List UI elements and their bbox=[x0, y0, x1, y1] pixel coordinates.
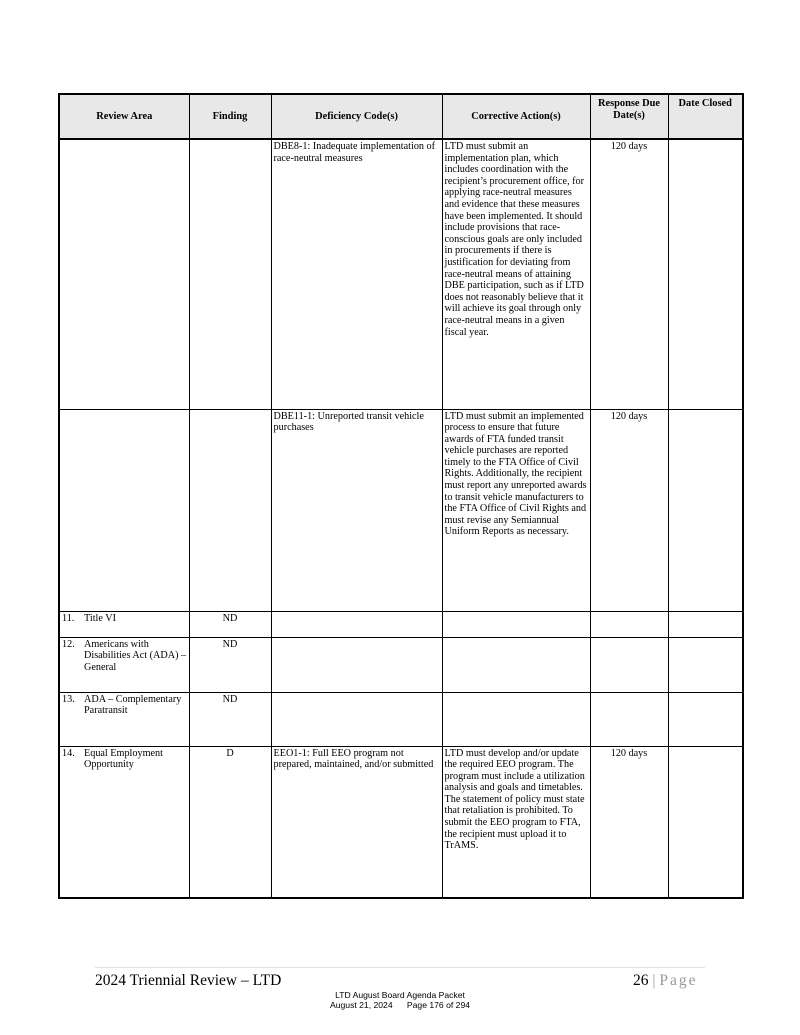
finding-cell: ND bbox=[189, 611, 271, 637]
review-area-cell: 13. ADA – Complementary Paratransit bbox=[59, 692, 189, 746]
deficiency-code-cell bbox=[271, 692, 442, 746]
corrective-action-cell bbox=[442, 692, 590, 746]
page-number: 26 bbox=[633, 972, 649, 989]
deficiency-code-cell bbox=[271, 611, 442, 637]
header-corrective-actions: Corrective Action(s) bbox=[442, 94, 590, 139]
corrective-action-cell bbox=[442, 611, 590, 637]
date-closed-cell bbox=[668, 692, 743, 746]
finding-cell bbox=[189, 409, 271, 611]
table-row bbox=[59, 611, 743, 637]
response-due-cell: 120 days bbox=[590, 139, 668, 409]
packet-title: LTD August Board Agenda Packet bbox=[335, 990, 465, 1000]
footer-page-number bbox=[633, 972, 698, 990]
table-row bbox=[59, 139, 743, 409]
header-review-area: Review Area bbox=[59, 94, 189, 139]
table-row bbox=[59, 637, 743, 692]
date-closed-cell bbox=[668, 611, 743, 637]
response-due-cell bbox=[590, 611, 668, 637]
page-label: Page bbox=[659, 972, 698, 989]
corrective-action-cell: LTD must submit an implementation plan, which includes coordination with the recipient’s procurement office, for applying race-neutral measures and evidence that these measures have been implemented. It should include provisions that race-conscious goals are only included in procurements if there is justification for deviating from race-neutral means of attaining DBE participation, such as if LTD does not reasonably believe that it will achieve its goal through only race-neutral means in a given fiscal year. bbox=[442, 139, 590, 409]
date-closed-cell bbox=[668, 409, 743, 611]
deficiency-code-cell: DBE8-1: Inadequate implementation of race-neutral measures bbox=[271, 139, 442, 409]
finding-cell: ND bbox=[189, 692, 271, 746]
date-closed-cell bbox=[668, 746, 743, 898]
review-area-cell: 11. Title VI bbox=[59, 611, 189, 637]
header-finding: Finding bbox=[189, 94, 271, 139]
deficiency-code-cell: DBE11-1: Unreported transit vehicle purchases bbox=[271, 409, 442, 611]
table-header-row bbox=[59, 94, 743, 139]
response-due-cell: 120 days bbox=[590, 409, 668, 611]
deficiency-code-cell: EEO1-1: Full EEO program not prepared, maintained, and/or submitted bbox=[271, 746, 442, 898]
header-response-due-dates: Response Due Date(s) bbox=[590, 94, 668, 139]
page-separator: | bbox=[652, 972, 656, 989]
header-deficiency-codes: Deficiency Code(s) bbox=[271, 94, 442, 139]
corrective-action-cell bbox=[442, 637, 590, 692]
response-due-cell: 120 days bbox=[590, 746, 668, 898]
review-area-cell: 14. Equal Employment Opportunity bbox=[59, 746, 189, 898]
review-area-cell bbox=[59, 139, 189, 409]
response-due-cell bbox=[590, 692, 668, 746]
footer-document-title: 2024 Triennial Review – LTD bbox=[95, 972, 282, 989]
finding-cell: D bbox=[189, 746, 271, 898]
finding-cell: ND bbox=[189, 637, 271, 692]
table-row bbox=[59, 692, 743, 746]
finding-cell bbox=[189, 139, 271, 409]
packet-date-page: August 21, 2024 Page 176 of 294 bbox=[330, 1000, 470, 1010]
date-closed-cell bbox=[668, 637, 743, 692]
table-row bbox=[59, 746, 743, 898]
header-date-closed: Date Closed bbox=[668, 94, 743, 139]
table-row bbox=[59, 409, 743, 611]
corrective-action-cell: LTD must submit an implemented process to ensure that future awards of FTA funded transit vehicle purchases are reported timely to the FTA Office of Civil Rights. Additionally, the recipient must report any unreported awards to transit vehicle manufacturers to the FTA Office of Civil Rights and must revise any Semiannual Uniform Reports as necessary. bbox=[442, 409, 590, 611]
date-closed-cell bbox=[668, 139, 743, 409]
review-area-cell: 12. Americans with Disabilities Act (ADA) – General bbox=[59, 637, 189, 692]
corrective-action-cell: LTD must develop and/or update the required EEO program. The program must include a utilization analysis and goals and timetables. The statement of policy must state that retaliation is prohibited. To submit the EEO program to FTA, the recipient must upload it to TrAMS. bbox=[442, 746, 590, 898]
review-area-cell bbox=[59, 409, 189, 611]
deficiency-code-cell bbox=[271, 637, 442, 692]
response-due-cell bbox=[590, 637, 668, 692]
review-findings-table bbox=[58, 93, 744, 899]
footer-divider bbox=[95, 967, 705, 968]
